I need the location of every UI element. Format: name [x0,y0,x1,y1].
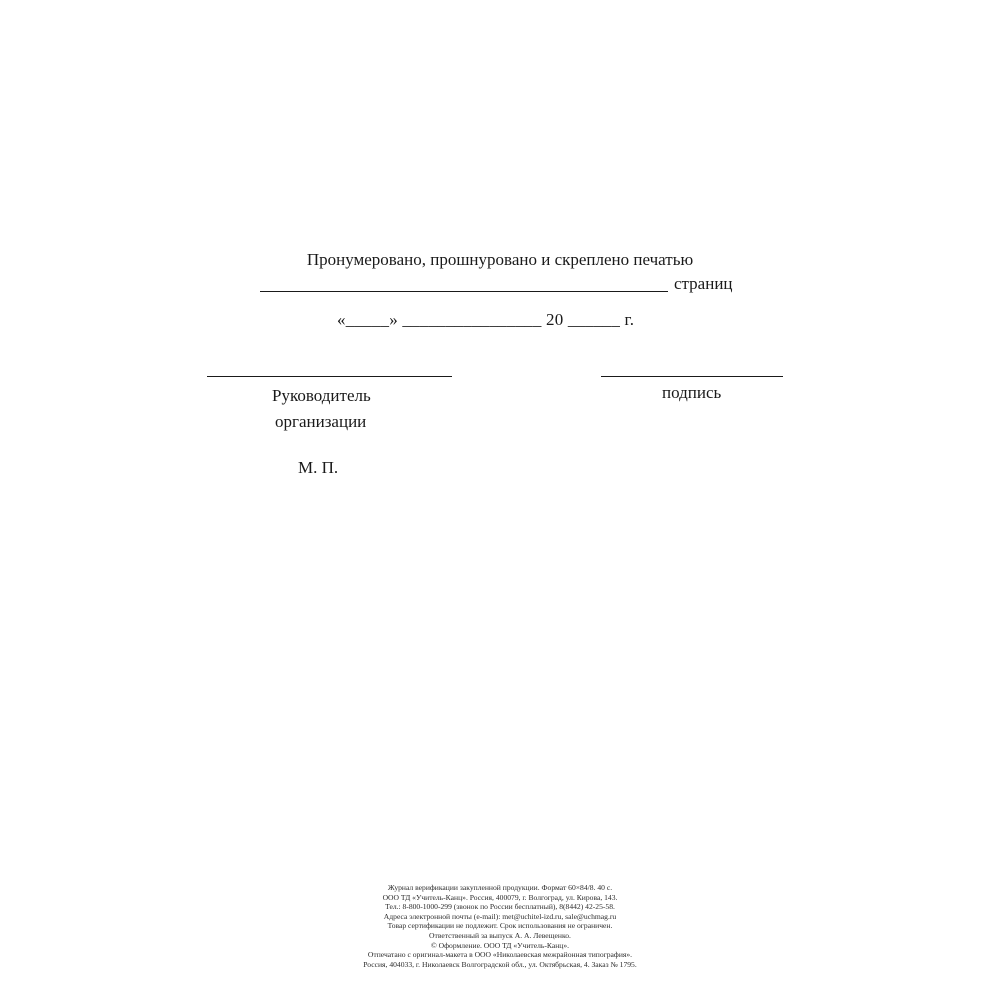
certification-heading: Пронумеровано, прошнуровано и скреплено печатью [306,250,694,269]
imprint-line: ООО ТД «Учитель-Канц». Россия, 400079, г. Волгоград, ул. Кирова, 143. [382,892,618,902]
pages-count-blank [260,291,668,292]
signature-line [601,376,783,377]
date-row [337,310,634,330]
date-month-blank: ________________ [402,310,542,329]
date-century: 20 [546,310,564,329]
signature-label: подпись [662,383,722,402]
date-open-quote: « [337,310,346,329]
stamp-place-label: М. П. [298,458,339,477]
imprint-line: © Оформление. ООО ТД «Учитель-Канц». [430,940,570,950]
pages-word: страниц [674,274,733,293]
date-year-suffix: г. [624,310,635,329]
head-label-line-1: Руководитель [272,386,371,405]
imprint-line: Адреса электронной почты (e-mail): met@uchitel-izd.ru, sale@uchmag.ru [383,911,617,921]
imprint-line: Журнал верификации закупленной продукции. Формат 60×84/8. 40 с. [387,883,613,892]
imprint-line: Ответственный за выпуск А. А. Левещенко. [429,930,571,940]
imprint-line: Товар сертификации не подлежит. Срок использования не ограничен. [387,921,613,931]
imprint-line: Россия, 404033, г. Николаевск Волгоградской обл., ул. Октябрьская, 4. Заказ № 1795. [363,959,637,969]
date-day-blank: _____ [345,310,390,329]
head-of-organization-line [207,376,452,377]
head-label-line-2: организации [275,412,367,431]
imprint-line: Отпечатано с оригинал-макета в ООО «Николаевская межрайонная типография». [367,950,633,960]
date-year-blank: ______ [567,310,621,329]
publisher-imprint [0,883,1000,969]
imprint-line: Тел.: 8-800-1000-299 (звонок по России бесплатный), 8(8442) 42-25-58. [385,902,615,912]
head-of-organization-label [272,383,371,435]
date-close-quote: » [389,310,398,329]
